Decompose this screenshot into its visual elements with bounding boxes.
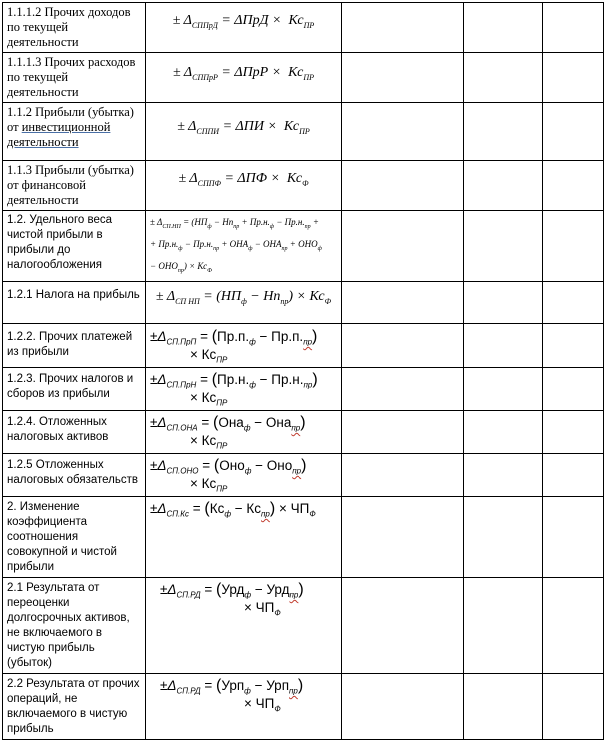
table-row xyxy=(3,103,604,161)
row-label xyxy=(3,211,146,282)
empty-cell xyxy=(464,324,543,368)
empty-cell xyxy=(464,411,543,454)
row-label xyxy=(3,161,146,211)
row-formula xyxy=(146,282,342,324)
formula-line: $\pm\Delta_{СП.ПрН} = (Пр.н._ф - Пр.н._{пр})$ xyxy=(150,371,318,391)
formula-line: + $Пр.н._ф - Пр.н._{пр} + ОНА_ф - ОНА_{пр} + ОНО_ф$ xyxy=(150,238,322,252)
table-row xyxy=(3,211,604,282)
table-row xyxy=(3,674,604,740)
table-row xyxy=(3,3,604,53)
empty-cell xyxy=(342,3,464,53)
empty-cell xyxy=(464,368,543,411)
empty-cell xyxy=(464,211,543,282)
row-formula xyxy=(146,103,342,161)
empty-cell xyxy=(543,454,604,497)
table-row xyxy=(3,282,604,324)
row-formula xyxy=(146,368,342,411)
empty-cell xyxy=(543,53,604,103)
table-row xyxy=(3,578,604,674)
row-formula xyxy=(146,53,342,103)
formula-line: $\pm\Delta_{СП.Кс} = (Кс_ф - Кс_{пр}) \times ЧП_Ф$ xyxy=(150,500,316,520)
formula-line: ± $\Delta_{СП.НП} = (НП_ф - Нп_{пр} + Пр.н._ф - Пр.н._{пр}$ + xyxy=(150,217,319,230)
empty-cell xyxy=(342,497,464,578)
formula-text: ± $\Delta_{СППИ} = \Delta ПИ \times Кс_{ПР}$ xyxy=(177,119,310,136)
table-row xyxy=(3,411,604,454)
row-label-text: 1.1.1.2 Прочих доходов по текущей деятельности xyxy=(7,5,131,49)
empty-cell xyxy=(342,411,464,454)
empty-cell xyxy=(464,53,543,103)
row-label-link: инвестиционной деятельности xyxy=(7,120,111,149)
formula-line: $\pm\Delta_{СП.ПрП} = (Пр.п._ф - Пр.п._{пр})$ xyxy=(150,328,318,348)
table-row xyxy=(3,454,604,497)
formula-line: × $Кс_{ПР}$ xyxy=(190,390,228,408)
row-formula xyxy=(146,3,342,53)
formula-line: $\pm\Delta_{СП.ОНА} = (Она_ф - Она_{пр})$ xyxy=(150,414,306,434)
formula-text: ± $\Delta_{СППрР} = \Delta ПрР \times Кс_{ПР}$ xyxy=(172,65,315,82)
formula-line: $\pm\Delta_{СП.РД} = (Урд_ф - Урд_{пр})$ xyxy=(160,581,304,601)
row-label xyxy=(3,497,146,578)
empty-cell xyxy=(342,324,464,368)
empty-cell xyxy=(543,211,604,282)
formula-line: × $ЧП_Ф$ xyxy=(244,696,281,714)
empty-cell xyxy=(543,368,604,411)
row-formula xyxy=(146,674,342,740)
empty-cell xyxy=(543,674,604,740)
formula-line: − $ОНО_{пр}) \times Кс_Ф$ xyxy=(150,260,212,274)
row-label-text: 1.2.4. Отложенных налоговых активов xyxy=(7,416,109,444)
formula-line: × $Кс_{ПР}$ xyxy=(190,347,228,365)
row-formula xyxy=(146,211,342,282)
empty-cell xyxy=(464,454,543,497)
empty-cell xyxy=(543,161,604,211)
row-label-text: 2.2 Результата от прочих операций, не включаемого в чистую прибыль xyxy=(7,678,140,736)
empty-cell xyxy=(464,3,543,53)
row-label xyxy=(3,368,146,411)
empty-cell xyxy=(464,578,543,674)
row-formula xyxy=(146,454,342,497)
row-label xyxy=(3,674,146,740)
row-label-text: 1.1.2 Прибыли (убытка) от xyxy=(7,105,134,134)
empty-cell xyxy=(543,497,604,578)
empty-cell xyxy=(342,103,464,161)
row-formula xyxy=(146,161,342,211)
table-row xyxy=(3,53,604,103)
empty-cell xyxy=(464,161,543,211)
empty-cell xyxy=(543,578,604,674)
table-row xyxy=(3,161,604,211)
empty-cell xyxy=(543,324,604,368)
empty-cell xyxy=(543,3,604,53)
row-label-text: 1.1.3 Прибыли (убытка) от финансовой деятельности xyxy=(7,163,134,207)
empty-cell xyxy=(464,103,543,161)
row-label xyxy=(3,3,146,53)
row-label xyxy=(3,103,146,161)
row-formula xyxy=(146,497,342,578)
row-label-text: 2.1 Результата от переоценки долгосрочных активов, не включаемого в чистую прибыль (убыток) xyxy=(7,582,130,670)
row-label xyxy=(3,282,146,324)
empty-cell xyxy=(464,674,543,740)
formula-text: ± $\Delta_{СППФ} = \Delta ПФ \times Кс_Ф$ xyxy=(178,171,309,188)
row-label-text: 1.1.1.3 Прочих расходов по текущей деятельности xyxy=(7,55,136,99)
row-label-text: 1.2.3. Прочих налогов и сборов из прибыли xyxy=(7,373,134,401)
row-formula xyxy=(146,324,342,368)
factor-table xyxy=(2,2,604,740)
table-row xyxy=(3,324,604,368)
empty-cell xyxy=(342,53,464,103)
row-label xyxy=(3,411,146,454)
table-row xyxy=(3,497,604,578)
formula-line: × $Кс_{ПР}$ xyxy=(190,433,228,451)
formula-line: $\pm\Delta_{СП.РД} = (Урп_ф - Урп_{пр})$ xyxy=(160,677,304,697)
empty-cell xyxy=(543,103,604,161)
empty-cell xyxy=(464,282,543,324)
row-label-text: 1.2. Удельного веса чистой прибыли в прибыли до налогообложения xyxy=(7,214,113,271)
row-label-text: 1.2.1 Налога на прибыль xyxy=(7,289,140,302)
row-label-text: 2. Изменение коэффициента соотношения совокупной и чистой прибыли xyxy=(7,501,117,574)
row-label xyxy=(3,324,146,368)
row-label xyxy=(3,454,146,497)
formula-text: ± $\Delta_{СП НП} = (НП_ф - Нп_{пр}) \times Кс_Ф$ xyxy=(155,289,332,307)
row-label xyxy=(3,53,146,103)
empty-cell xyxy=(342,282,464,324)
empty-cell xyxy=(342,368,464,411)
formula-line: $\pm\Delta_{СП.ОНО} = (Оно_ф - Оно_{пр})$ xyxy=(150,457,307,477)
formula-line: × $ЧП_Ф$ xyxy=(244,600,281,618)
empty-cell xyxy=(342,674,464,740)
empty-cell xyxy=(342,211,464,282)
empty-cell xyxy=(342,454,464,497)
empty-cell xyxy=(543,282,604,324)
row-label xyxy=(3,578,146,674)
row-label-text: 1.2.5 Отложенных налоговых обязательств xyxy=(7,459,138,487)
row-formula xyxy=(146,411,342,454)
empty-cell xyxy=(342,578,464,674)
empty-cell xyxy=(464,497,543,578)
empty-cell xyxy=(543,411,604,454)
table-row xyxy=(3,368,604,411)
row-formula xyxy=(146,578,342,674)
formula-text: ± $\Delta_{СППрД} = \Delta ПрД \times Кс_{ПР}$ xyxy=(172,13,315,30)
empty-cell xyxy=(342,161,464,211)
formula-line: × $Кс_{ПР}$ xyxy=(190,476,228,494)
row-label-text: 1.2.2. Прочих платежей из прибыли xyxy=(7,331,133,359)
